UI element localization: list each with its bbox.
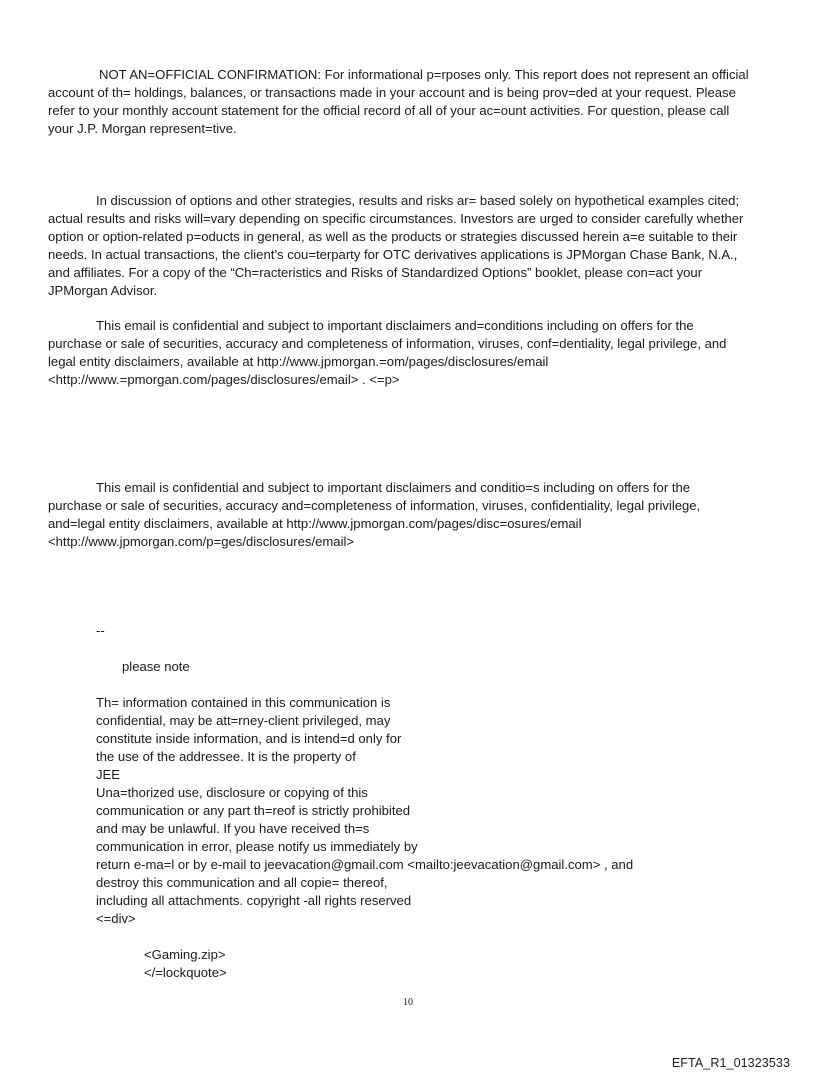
confidentiality-notice-2 xyxy=(48,479,770,551)
text-line: actual results and risks will=vary depending on specific circumstances. Investors are urged to consider carefully whether xyxy=(48,211,744,226)
bates-stamp: EFTA_R1_01323533 xyxy=(671,1056,790,1070)
text-line: and affiliates. For a copy of the “Ch=racteristics and Risks of Standardized Options” booklet, please con=act your xyxy=(48,265,703,280)
attachment-block xyxy=(144,946,784,982)
text-line: <=div> xyxy=(96,911,136,926)
attachment-name: <Gaming.zip> xyxy=(144,947,226,962)
text-line: Una=thorized use, disclosure or copying of this xyxy=(96,785,368,800)
page-number: 10 xyxy=(403,997,413,1008)
signature-note: please note xyxy=(122,659,190,674)
text-line: purchase or sale of securities, accuracy and completeness of information, viruses, conf=dentiality, legal privilege, and xyxy=(48,336,727,351)
text-line: constitute inside information, and is intend=d only for xyxy=(96,731,402,746)
text-line: including all attachments. copyright -all rights reserved xyxy=(96,893,412,908)
text-line: JEE xyxy=(96,767,121,782)
text-line: the use of the addressee. It is the property of xyxy=(96,749,356,764)
text-line: JPMorgan Advisor. xyxy=(48,283,158,298)
text-line: and may be unlawful. If you have received th=s xyxy=(96,821,370,836)
signature-separator: -- xyxy=(96,623,105,638)
text-line: NOT AN=OFFICIAL CONFIRMATION: For informational p=rposes only. This report does not represent an official xyxy=(99,67,749,82)
signature-legal-notice xyxy=(96,694,736,928)
text-line: and=legal entity disclaimers, available at http://www.jpmorgan.com/pages/disc=osures/email xyxy=(48,516,582,531)
disclaimer-official xyxy=(48,66,770,138)
text-line: option or option-related p=oducts in general, as well as the products or strategies discussed herein a=e suitable to their xyxy=(48,229,738,244)
text-line: This email is confidential and subject to important disclaimers and conditio=s including on offers for the xyxy=(96,480,691,495)
text-line: <http://www.=pmorgan.com/pages/disclosures/email> . <=p> xyxy=(48,372,400,387)
text-line: Th= information contained in this communication is xyxy=(96,695,391,710)
text-line: destroy this communication and all copie= thereof, xyxy=(96,875,388,890)
text-line: return e-ma=l or by e-mail to jeevacation@gmail.com <mailto:jeevacation@gmail.com> , and xyxy=(96,857,634,872)
text-line: In discussion of options and other strategies, results and risks ar= based solely on hypothetical examples cited; xyxy=(96,193,740,208)
text-line: needs. In actual transactions, the client’s cou=terparty for OTC derivatives applications is JPMorgan Chase Bank, N.A., xyxy=(48,247,738,262)
blockquote-close: </=lockquote> xyxy=(144,965,227,980)
disclaimer-options xyxy=(48,192,770,300)
confidentiality-notice-1 xyxy=(48,317,770,389)
text-line: your J.P. Morgan represent=tive. xyxy=(48,121,237,136)
text-line: confidential, may be att=rney-client privileged, may xyxy=(96,713,391,728)
text-line: purchase or sale of securities, accuracy and=completeness of information, viruses, confidentiality, legal privilege, xyxy=(48,498,701,513)
text-line: legal entity disclaimers, available at http://www.jpmorgan.=om/pages/disclosures/email xyxy=(48,354,549,369)
text-line: refer to your monthly account statement for the official record of all of your ac=ount activities. For question, please call xyxy=(48,103,730,118)
text-line: This email is confidential and subject to important disclaimers and=conditions including on offers for the xyxy=(96,318,694,333)
text-line: communication in error, please notify us immediately by xyxy=(96,839,418,854)
text-line: <http://www.jpmorgan.com/p=ges/disclosures/email> xyxy=(48,534,355,549)
text-line: communication or any part th=reof is strictly prohibited xyxy=(96,803,411,818)
text-line: account of th= holdings, balances, or transactions made in your account and is being prov=ded at your request. Please xyxy=(48,85,736,100)
